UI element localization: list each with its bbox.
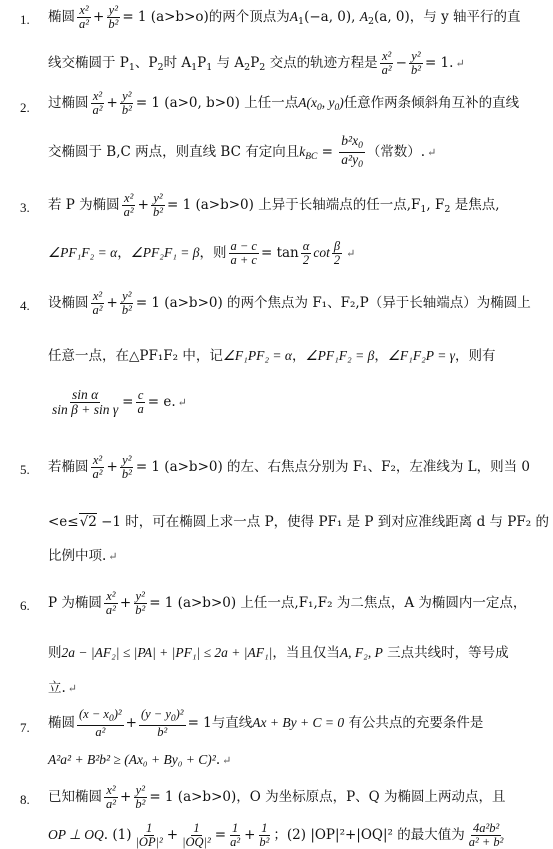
problem-4-line-3: $\frac{\text{sin α}}{\text{sin β + sin γ}}$ = $\frac{c}{a}$ = e. ↵ bbox=[52, 387, 187, 418]
problem-5-line-1: 若椭圆 $\frac{\text{x²}}{\text{a²}}$ + $\frac{\text{y²}}{\text{b²}}$ = 1 (a>b>0) 的左、右焦点分别为 F₁、F₂，左准线为 L，则当 0 bbox=[48, 453, 531, 482]
problem-6-line-2: 则2a − |AF₂| ≤ |PA| + |PF₁| ≤ 2a + |AF₁|，当且仅当A, F₂, P 三点共线时，等号成 bbox=[48, 645, 509, 661]
problem-7-line-1: 椭圆 $\frac{(x - x_0)^2}{\text{a²}}$ + $\frac{(y - y_0)^2}{\text{b²}}$ = 1与直线Ax + By + C = 0 有公共点的充要条件是 bbox=[48, 707, 484, 739]
problem-number: 6. bbox=[20, 598, 30, 613]
problem-number: 4. bbox=[20, 298, 30, 313]
problem-2-line-2: 交椭圆于 B,C 两点，则直线 BC 有定向且$k_{BC}$ = $\frac{b^2x_0}{a^2y_0}$ （常数）. ↵ bbox=[48, 133, 437, 170]
problem-number: 3. bbox=[20, 200, 30, 215]
problem-4-line-1: 设椭圆 $\frac{\text{x²}}{\text{a²}}$ + $\frac{\text{y²}}{\text{b²}}$ = 1 (a>b>0) 的两个焦点为 F₁、F₂,P（异于长轴端点）为椭圆上 bbox=[48, 289, 531, 318]
problem-6-line-1: P 为椭圆 $\frac{\text{x²}}{\text{a²}}$ + $\frac{\text{y²}}{\text{b²}}$ = 1 (a>b>0) 上任一点,F₁,F₂ 为二焦点，A 为椭圆内一定点， bbox=[48, 589, 527, 618]
problem-6-line-3: 立. ↵ bbox=[48, 680, 78, 696]
problem-number: 1. bbox=[20, 12, 30, 27]
problem-4-line-2: 任意一点，在△PF₁F₂ 中，记∠F₁PF₂ = α，∠PF₁F₂ = β，∠F₁F₂P = γ，则有 bbox=[48, 348, 496, 364]
problem-number: 2. bbox=[20, 100, 30, 115]
problem-7-line-2: A²a² + B²b² ≥ (Ax₀ + By₀ + C)². ↵ bbox=[48, 752, 232, 768]
problem-3-line-2: ∠PF₁F₂ = α，∠PF₂F₁ = β，则 $\frac{a - c}{a + c}$ = tan $\frac{\alpha}{2}$ cot $\frac{\beta}{2}$ ↵ bbox=[48, 239, 356, 268]
problem-number: 5. bbox=[20, 462, 30, 477]
problem-1-line-1: 椭圆 $\frac{\text{x²}}{\text{a²}}$ + $\frac{\text{y²}}{\text{b²}}$ = 1 (a>b>o)的两个顶点为$A_1(-a$, 0), $A_2(a$, 0)，与 y 轴平行的直 bbox=[48, 3, 521, 32]
problem-8-line-2: OP ⊥ OQ. (1) $\frac{1}{\text{|OP|²}}$ + $\frac{1}{\text{|OQ|²}}$ = $\frac{1}{\text{a²}}$ + $\frac{1}{\text{b²}}$ ；(2) |OP|²+|OQ|² 的最大值为 $\frac{\text{4a²b²}}{\text{a² + b²}}$ bbox=[48, 821, 504, 849]
problem-5-line-3: 比例中项. ↵ bbox=[48, 548, 118, 564]
problem-1-line-2: 线交椭圆于 $P_1$、$P_2$时 $A_1P_1$ 与 $A_2P_2$ 交点的轨迹方程是 $\frac{\text{x²}}{\text{a²}}$ − $\frac{\text{y²}}{\text{b²}}$ = 1. ↵ bbox=[48, 49, 465, 78]
problem-8-line-1: 已知椭圆 $\frac{\text{x²}}{\text{a²}}$ + $\frac{\text{y²}}{\text{b²}}$ = 1 (a>b>0)，O 为坐标原点，P、Q 为椭圆上两动点，且 bbox=[48, 783, 506, 812]
problem-5-line-2: <e≤√2 −1 时，可在椭圆上求一点 P，使得 PF₁ 是 P 到对应准线距离 d 与 PF₂ 的 bbox=[48, 514, 549, 530]
problem-3-line-1: 若 P 为椭圆 $\frac{\text{x²}}{\text{a²}}$ + $\frac{\text{y²}}{\text{b²}}$ = 1 (a>b>0) 上异于长轴端点的任一点$,F_1$, $F_2$ 是焦点, bbox=[48, 191, 500, 220]
problem-2-line-1: 过椭圆 $\frac{\text{x²}}{\text{a²}}$ + $\frac{\text{y²}}{\text{b²}}$ = 1 (a>0, b>0) 上任一点$A(x_0$, $y_0$)任意作两条倾斜角互补的直线 bbox=[48, 89, 520, 118]
fraction: $\frac{\text{x²}}{\text{a²}}$ bbox=[79, 3, 89, 32]
problem-number: 8. bbox=[20, 792, 30, 807]
problem-number: 7. bbox=[20, 720, 30, 735]
